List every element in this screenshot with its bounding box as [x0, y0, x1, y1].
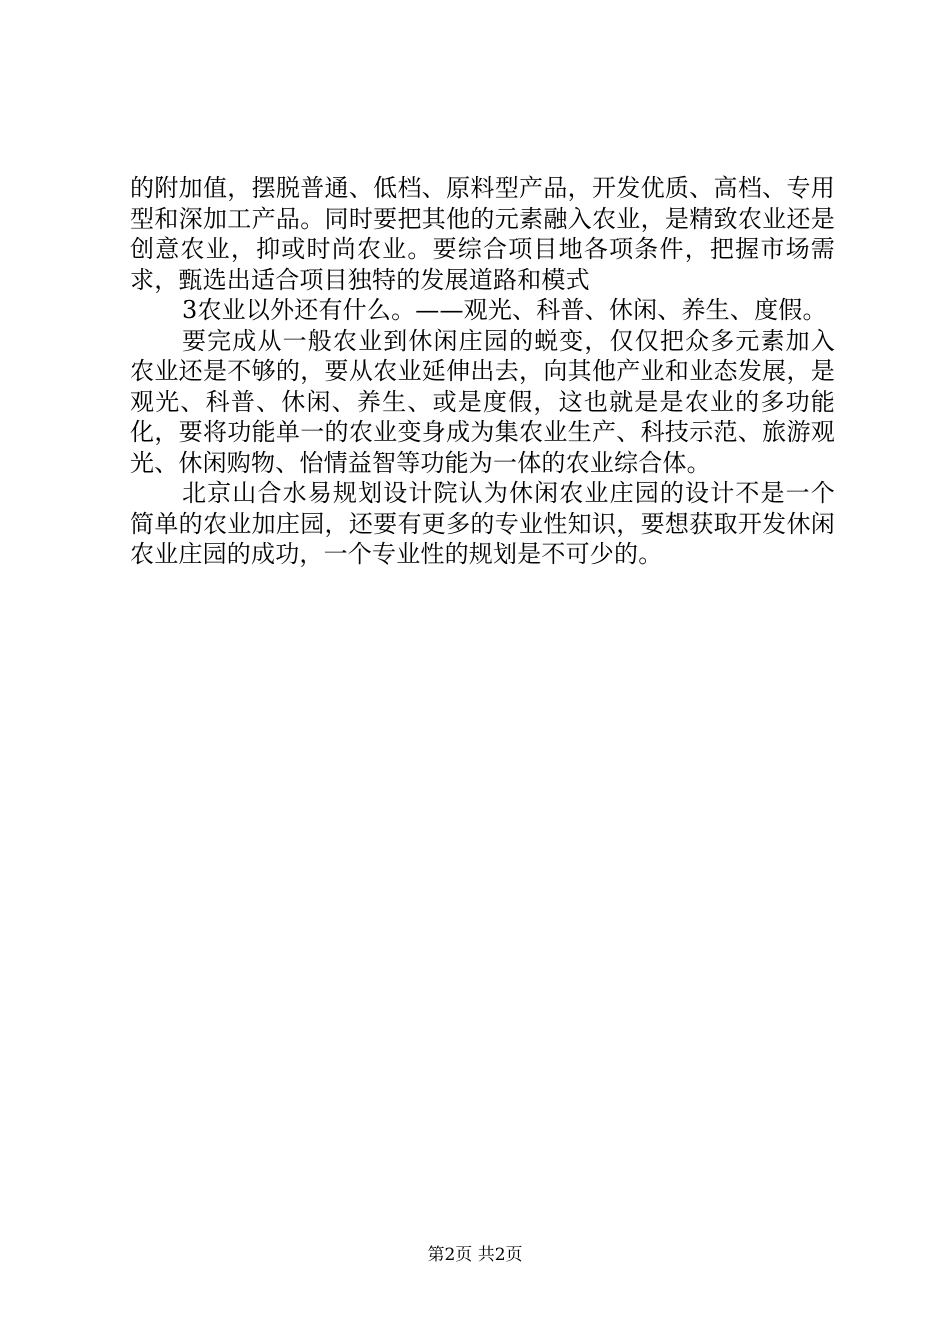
- paragraph-section-3-heading: 3农业以外还有什么。——观光、科普、休闲、养生、度假。: [182, 296, 827, 324]
- paragraph-continuation: 的附加值，摆脱普通、低档、原料型产品，开发优质、高档、专用型和深加工产品。同时要把其他的元素融入农业，是精致农业还是创意农业，抑或时尚农业。要综合项目地各项条件，把握市场需求，甄选出适合项目独特的发展道路和模式: [130, 174, 835, 294]
- page-number-footer: 第2页 共2页: [427, 1245, 523, 1265]
- paragraph-multifunction: 要完成从一般农业到休闲庄园的蜕变，仅仅把众多元素加入农业还是不够的，要从农业延伸出去，向其他产业和业态发展，是观光、科普、休闲、养生、或是度假，这也就是是农业的多功能化，要将功能单一的农业变身成为集农业生产、科技示范、旅游观光、休闲购物、怡情益智等功能为一体的农业综合体。: [130, 326, 835, 477]
- document-body: [130, 173, 835, 570]
- paragraph-conclusion: 北京山合水易规划设计院认为休闲农业庄园的设计不是一个简单的农业加庄园，还要有更多的专业性知识，要想获取开发休闲农业庄园的成功，一个专业性的规划是不可少的。: [130, 479, 835, 568]
